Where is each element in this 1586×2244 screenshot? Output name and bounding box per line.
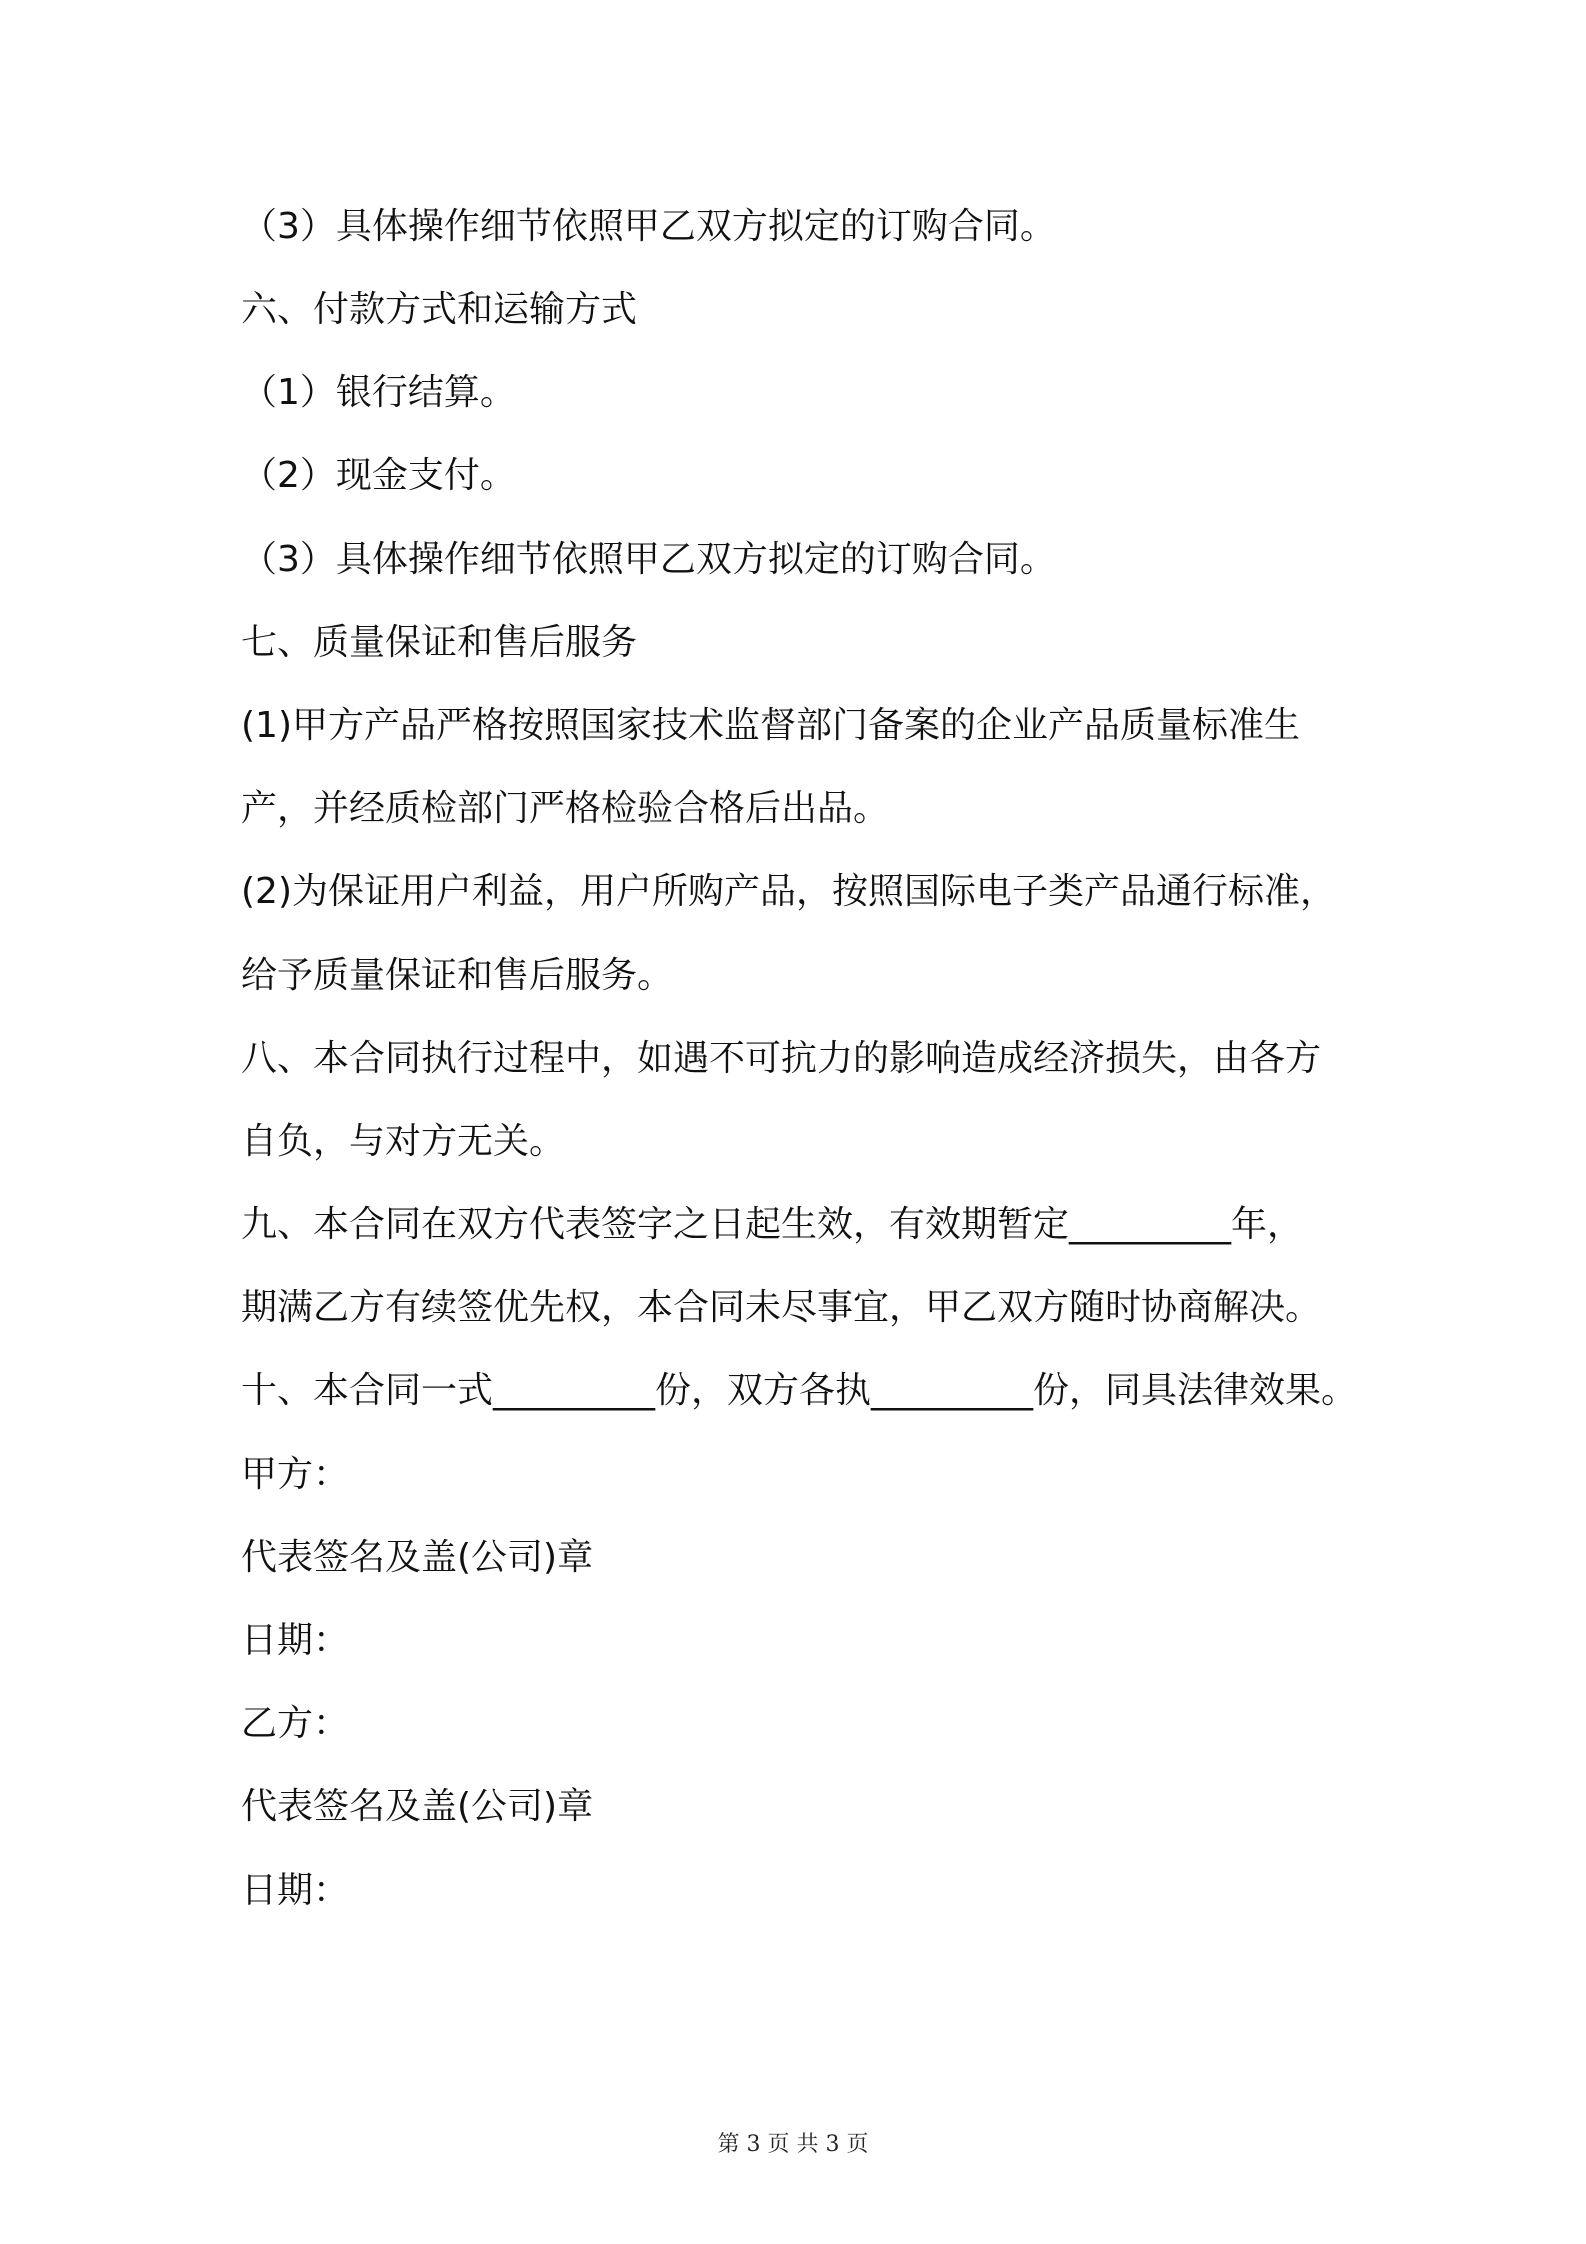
section-9-line-2: 期满乙方有续签优先权，本合同未尽事宜，甲乙双方随时协商解决。 [241,1287,1322,1328]
clause-6-item-3: （3）具体操作细节依照甲乙双方拟定的订购合同。 [241,539,1056,580]
page-number-footer: 第 3 页 共 3 页 [717,2132,869,2157]
clause-7-item-1-line-1: (1)甲方产品严格按照国家技术监督部门备案的企业产品质量标准生 [241,705,1300,746]
clause-6-item-2: （2）现金支付。 [241,455,516,496]
party-b-label: 乙方： [241,1703,350,1744]
section-10: 十、本合同一式_________份，双方各执_________份，同具法律效果。 [241,1370,1358,1411]
clause-7-item-2-line-2: 给予质量保证和售后服务。 [241,955,674,996]
section-6-heading: 六、付款方式和运输方式 [241,289,638,330]
clause-7-item-1-line-2: 产，并经质检部门严格检验合格后出品。 [241,788,890,829]
section-8-line-2: 自负，与对方无关。 [241,1121,566,1162]
party-b-signature-label: 代表签名及盖(公司)章 [241,1786,594,1827]
clause-7-item-2-line-1: (2)为保证用户利益，用户所购产品，按照国际电子类产品通行标准， [241,871,1336,912]
section-7-heading: 七、质量保证和售后服务 [241,622,638,663]
party-a-signature-label: 代表签名及盖(公司)章 [241,1537,594,1578]
section-8-line-1: 八、本合同执行过程中，如遇不可抗力的影响造成经济损失，由各方 [241,1038,1322,1079]
party-b-date-label: 日期： [241,1870,350,1911]
party-a-date-label: 日期： [241,1620,350,1661]
party-a-label: 甲方： [241,1454,350,1495]
clause-5-item-3: （3）具体操作细节依照甲乙双方拟定的订购合同。 [241,206,1056,247]
section-9-line-1: 九、本合同在双方代表签字之日起生效，有效期暂定_________年， [241,1204,1304,1245]
clause-6-item-1: （1）银行结算。 [241,372,516,413]
